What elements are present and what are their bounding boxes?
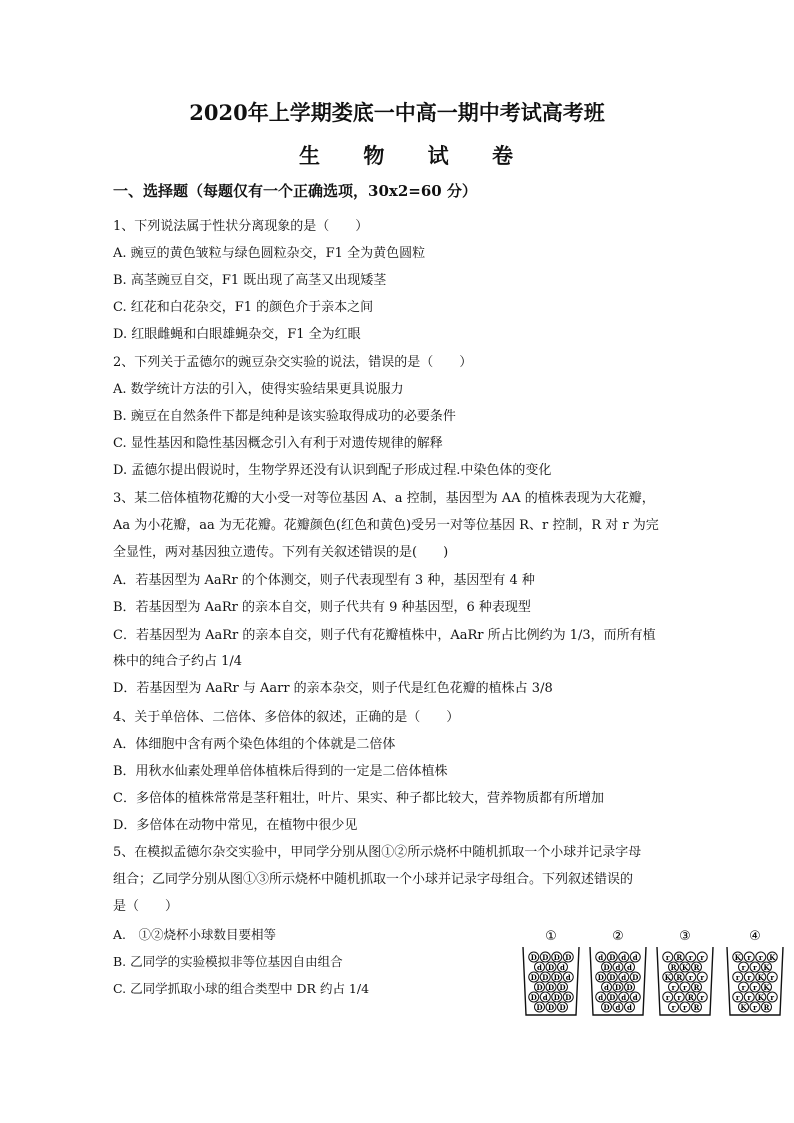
ball-letter: r: [741, 983, 746, 992]
ball-letter: D: [536, 983, 543, 992]
ball-letter: R: [693, 983, 700, 992]
ball-letter: D: [553, 953, 560, 962]
ball-letter: K: [763, 983, 770, 992]
ball-letter: K: [769, 953, 776, 962]
ball-letter: K: [763, 963, 770, 972]
ball-letter: d: [621, 993, 627, 1002]
ball-letter: d: [632, 993, 638, 1002]
ball-letter: d: [604, 983, 609, 992]
ball-letter: D: [542, 973, 549, 982]
text-line: B. 高茎豌豆自交，F1 既出现了高茎又出现矮茎: [113, 273, 387, 288]
ball-letter: r: [683, 1003, 687, 1012]
ball-letter: d: [627, 1003, 632, 1012]
beaker-figure: [519, 925, 791, 1020]
beaker: [657, 929, 713, 1015]
ball-letter: D: [609, 973, 616, 982]
ball-letter: D: [632, 973, 639, 982]
ball-letter: r: [688, 953, 693, 962]
ball-letter: D: [530, 973, 537, 982]
ball-letter: d: [537, 963, 542, 972]
ball-letter: r: [753, 1003, 757, 1012]
text-line: 组合；乙同学分别从图①③所示烧杯中随机抓取一个小球并记录字母组合。下列叙述错误的: [113, 872, 634, 887]
ball-letter: d: [615, 963, 621, 972]
ball-letter: D: [603, 1003, 610, 1012]
ball-letter: D: [536, 1003, 543, 1012]
ball-letter: d: [565, 973, 571, 982]
text-line: C．多倍体的植株常常是茎秆粗壮，叶片、果实、种子都比较大，营养物质都有所增加: [113, 791, 604, 806]
text-line: A. ①②烧杯小球数目要相等: [113, 927, 277, 942]
ball-letter: D: [609, 953, 616, 962]
ball-letter: D: [626, 983, 633, 992]
ball-letter: r: [747, 973, 752, 982]
ball-letter: d: [627, 963, 632, 972]
text-line: 4、关于单倍体、二倍体、多倍体的叙述，正确的是（ ）: [113, 710, 460, 725]
ball-letter: r: [671, 1003, 676, 1012]
ball-letter: R: [693, 963, 700, 972]
beaker: [727, 929, 783, 1015]
beaker-label: ③: [679, 929, 691, 944]
text-line: B．若基因型为 AaRr 的亲本自交，则子代共有 9 种基因型，6 种表现型: [113, 600, 531, 615]
text-line: B．用秋水仙素处理单倍体植株后得到的一定是二倍体植株: [113, 764, 448, 779]
ball-letter: r: [753, 983, 757, 992]
text-line: A. 豌豆的黄色皱粒与绿色圆粒杂交，F1 全为黄色圆粒: [113, 246, 426, 261]
ball-letter: D: [559, 983, 566, 992]
ball-letter: r: [665, 953, 670, 962]
ball-letter: D: [547, 983, 555, 992]
ball-letter: r: [747, 993, 752, 1002]
text-line: 1、下列说法属于性状分离现象的是（ ）: [113, 219, 369, 234]
ball-letter: R: [763, 1003, 770, 1012]
ball-letter: D: [609, 993, 616, 1002]
text-line: C．若基因型为 AaRr 的亲本自交，则子代有花瓣植株中，AaRr 所占比例约为 1/3，而所有植: [113, 628, 656, 643]
beaker-label: ②: [612, 929, 624, 944]
text-line: 株中的纯合子约占 1/4: [113, 654, 243, 669]
beaker-label: ④: [749, 929, 761, 944]
ball-letter: r: [735, 993, 740, 1002]
ball-letter: r: [770, 993, 775, 1002]
ball-letter: R: [670, 963, 677, 972]
text-line: D. 孟德尔提出假说时，生物学界还没有认识到配子形成过程.中染色体的变化: [113, 463, 552, 478]
ball-letter: R: [676, 953, 683, 962]
beaker: [523, 929, 579, 1015]
ball-letter: D: [547, 963, 555, 972]
text-line: 2、下列关于孟德尔的豌豆杂交实验的说法，错误的是（ ）: [113, 355, 473, 370]
text-line: Aa 为小花瓣，aa 为无花瓣。花瓣颜色(红色和黄色)受另一对等位基因 R、r 控制，R 对 r 为完: [113, 518, 659, 533]
ball-letter: r: [700, 953, 705, 962]
text-line: 3、某二倍体植物花瓣的大小受一对等位基因 A、a 控制，基因型为 AA 的植株表现为大花瓣，: [113, 491, 655, 506]
ball-letter: D: [530, 953, 537, 962]
ball-letter: d: [615, 1003, 621, 1012]
ball-letter: d: [621, 973, 627, 982]
ball-letter: r: [753, 963, 757, 972]
text-line: A．体细胞中含有两个染色体组的个体就是二倍体: [113, 737, 396, 752]
beaker: [590, 929, 646, 1015]
ball-letter: r: [671, 983, 676, 992]
ball-letter: r: [735, 973, 740, 982]
ball-letter: D: [553, 993, 560, 1002]
text-line: D．若基因型为 AaRr 与 Aarr 的亲本杂交，则子代是红色花瓣的植株占 3/8: [113, 681, 553, 696]
ball-letter: K: [681, 963, 689, 972]
ball-letter: D: [597, 973, 604, 982]
ball-letter: d: [621, 953, 627, 962]
ball-letter: r: [700, 973, 705, 982]
ball-letter: r: [688, 973, 693, 982]
text-line: C. 乙同学抓取小球的组合类型中 DR 约占 1/4: [113, 981, 370, 996]
ball-letter: R: [693, 1003, 700, 1012]
section-heading: 一、选择题（每题仅有一个正确选项，30x2=60 分）: [113, 182, 477, 200]
ball-letter: D: [614, 983, 622, 992]
ball-letter: R: [676, 973, 683, 982]
ball-letter: d: [542, 993, 548, 1002]
ball-letter: d: [632, 953, 638, 962]
text-line: C. 显性基因和隐性基因概念引入有利于对遗传规律的解释: [113, 436, 443, 451]
ball-letter: r: [758, 953, 763, 962]
exam-title: 2020年上学期娄底一中高一期中考试高考班: [189, 100, 605, 125]
text-line: D. 红眼雌蝇和白眼雄蝇杂交，F1 全为红眼: [113, 327, 361, 342]
ball-letter: D: [603, 963, 610, 972]
ball-letter: r: [677, 993, 682, 1002]
text-line: 是（ ）: [113, 899, 179, 914]
ball-letter: r: [747, 953, 752, 962]
text-line: A．若基因型为 AaRr 的个体测交，则子代表现型有 3 种，基因型有 4 种: [113, 573, 535, 588]
ball-letter: d: [598, 953, 604, 962]
text-line: B. 豌豆在自然条件下都是纯种是该实验取得成功的必要条件: [113, 409, 456, 424]
text-line: D．多倍体在动物中常见，在植物中很少见: [113, 818, 358, 833]
ball-letter: D: [565, 993, 572, 1002]
text-line: 5、在模拟孟德尔杂交实验中，甲同学分别从图①②所示烧杯中随机抓取一个小球并记录字母: [113, 845, 642, 860]
ball-letter: D: [559, 1003, 566, 1012]
beaker-label: ①: [545, 929, 557, 944]
ball-letter: r: [683, 983, 687, 992]
ball-letter: r: [665, 993, 670, 1002]
text-line: B. 乙同学的实验模拟非等位基因自由组合: [113, 954, 343, 969]
ball-letter: r: [741, 963, 746, 972]
ball-letter: D: [553, 973, 560, 982]
ball-letter: D: [542, 953, 549, 962]
text-line: C. 红花和白花杂交，F1 的颜色介于亲本之间: [113, 300, 374, 315]
ball-letter: D: [530, 993, 537, 1002]
ball-letter: r: [700, 993, 705, 1002]
ball-letter: D: [565, 953, 572, 962]
ball-letter: D: [547, 1003, 555, 1012]
text-line: A. 数学统计方法的引入，使得实验结果更具说服力: [113, 382, 404, 397]
ball-letter: K: [757, 973, 764, 982]
ball-letter: R: [687, 993, 694, 1002]
ball-letter: r: [770, 973, 775, 982]
exam-subtitle: 生 物 试 卷: [299, 143, 531, 168]
ball-letter: d: [598, 993, 604, 1002]
ball-letter: d: [560, 963, 565, 972]
ball-letter: K: [740, 1003, 747, 1012]
ball-letter: K: [734, 953, 741, 962]
ball-letter: K: [757, 993, 764, 1002]
ball-letter: K: [664, 973, 671, 982]
text-line: 全显性，两对基因独立遗传。下列有关叙述错误的是( ): [113, 545, 449, 560]
